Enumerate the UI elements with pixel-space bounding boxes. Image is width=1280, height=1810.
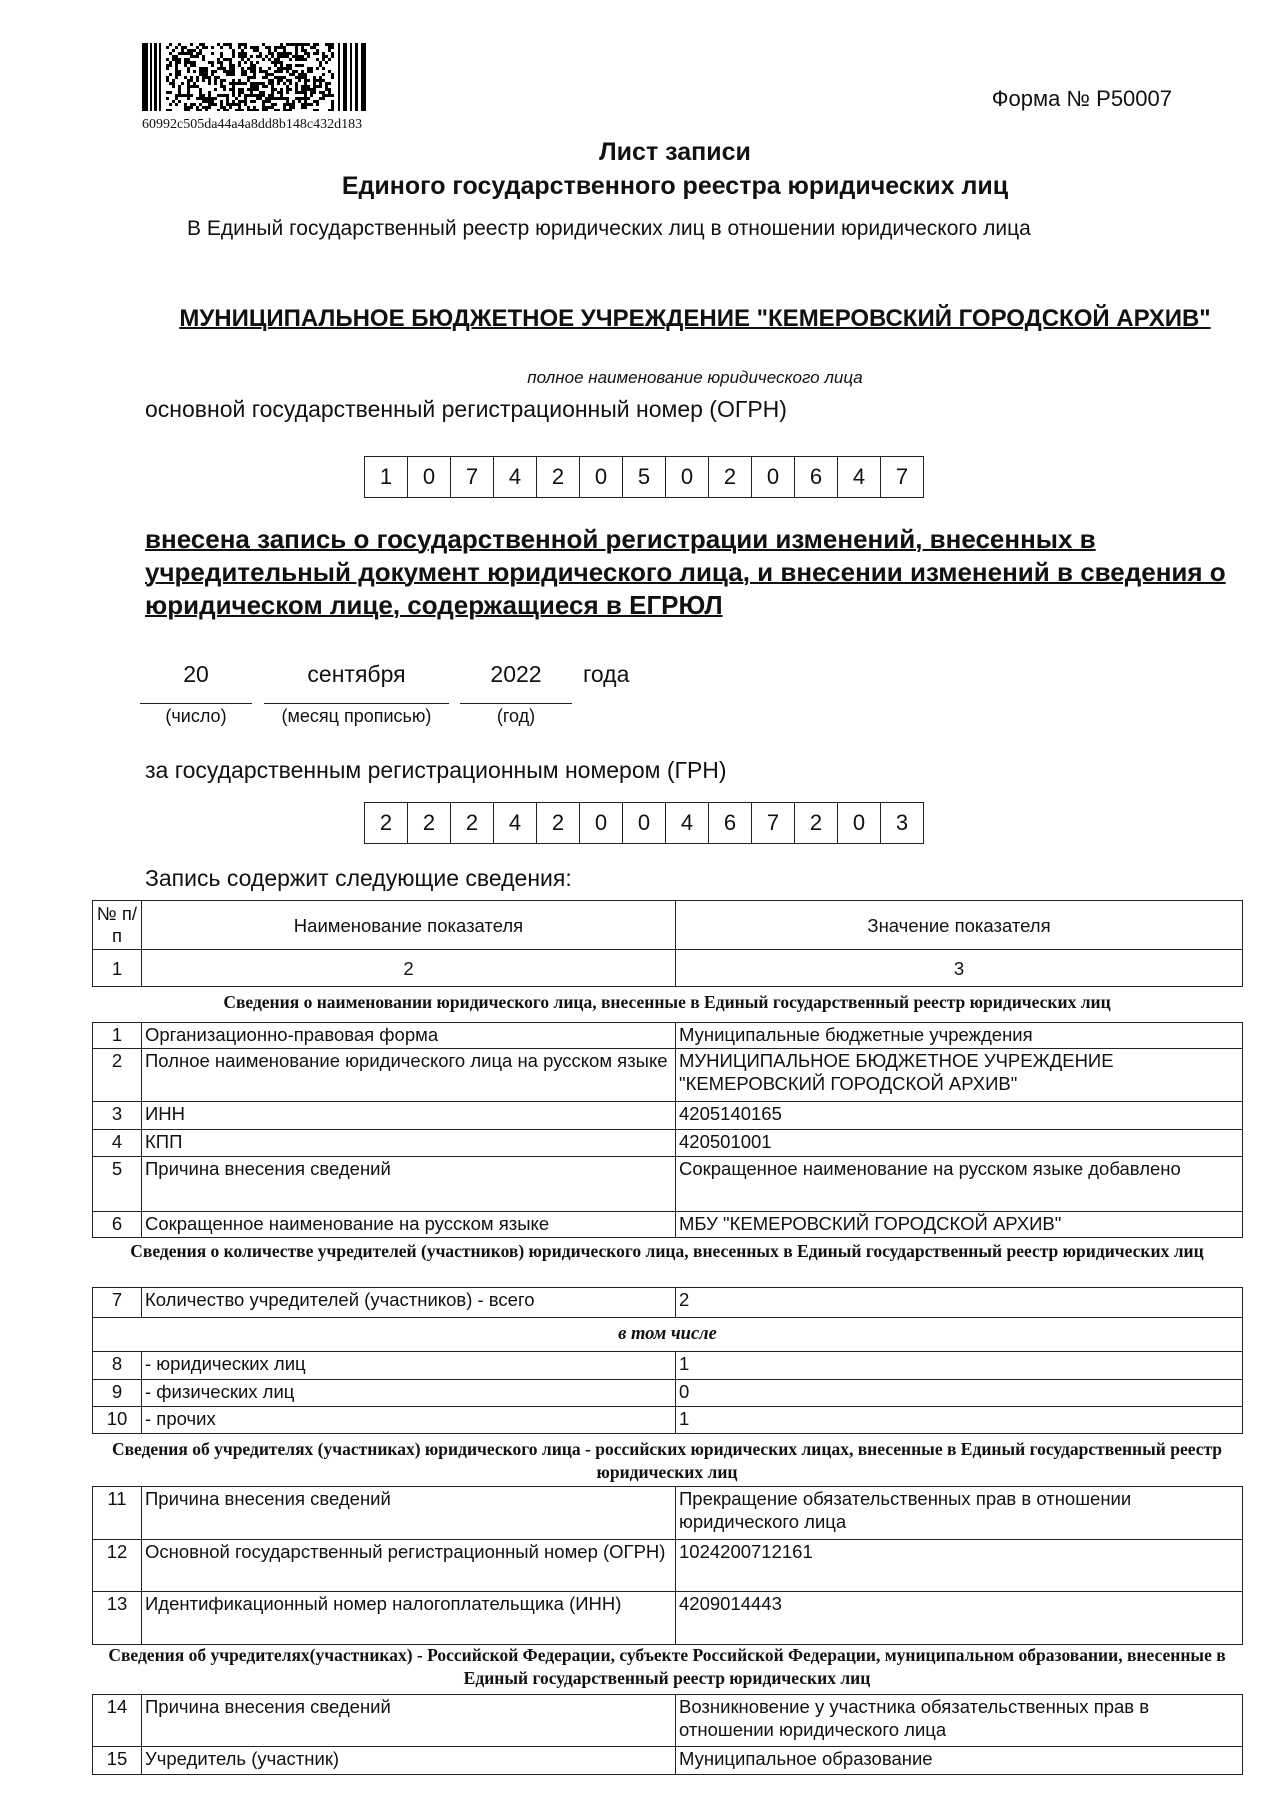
row-number: 7	[93, 1288, 142, 1318]
row-number: 5	[93, 1157, 142, 1212]
grn-digit: 2	[450, 803, 493, 843]
indicator-name: Идентификационный номер налогоплательщика (ИНН)	[142, 1592, 676, 1645]
row-number: 3	[93, 1102, 142, 1130]
indicator-value: Прекращение обязательственных прав в отношении юридического лица	[676, 1487, 1243, 1540]
indicator-value: МУНИЦИПАЛЬНОЕ БЮДЖЕТНОЕ УЧРЕЖДЕНИЕ "КЕМЕРОВСКИЙ ГОРОДСКОЙ АРХИВ"	[676, 1049, 1243, 1102]
indicator-name: - юридических лиц	[142, 1352, 676, 1380]
ogrn-digit: 0	[665, 457, 708, 497]
grn-digit: 2	[536, 803, 579, 843]
table-row	[93, 1747, 1243, 1775]
header-num-3: 3	[676, 950, 1243, 987]
header-name: Наименование показателя	[142, 901, 676, 950]
indicator-name: Полное наименование юридического лица на русском языке	[142, 1049, 676, 1102]
indicator-value: 1024200712161	[676, 1540, 1243, 1592]
table-row	[93, 1157, 1243, 1212]
indicator-value: Возникновение у участника обязательственных прав в отношении юридического лица	[676, 1695, 1243, 1747]
date-day: 20	[183, 661, 209, 687]
document-title: Лист записи	[599, 138, 751, 166]
table-row	[93, 1130, 1243, 1157]
table-row	[93, 1380, 1243, 1407]
ogrn-digit: 4	[837, 457, 880, 497]
month-underline	[264, 703, 449, 704]
header-num-2: 2	[142, 950, 676, 987]
table-header	[92, 900, 1243, 987]
month-caption: (месяц прописью)	[281, 706, 432, 726]
ogrn-digit: 4	[493, 457, 536, 497]
grn-digit: 2	[794, 803, 837, 843]
table-row	[93, 1288, 1243, 1318]
ogrn-digit: 0	[751, 457, 794, 497]
row-number: 11	[93, 1487, 142, 1540]
indicator-name: - физических лиц	[142, 1380, 676, 1407]
year-caption: (год)	[496, 706, 536, 726]
indicator-value: 4209014443	[676, 1592, 1243, 1645]
row-number: 4	[93, 1130, 142, 1157]
table-row	[93, 1540, 1243, 1592]
ogrn-digit: 1	[379, 464, 393, 489]
indicator-name: КПП	[142, 1130, 676, 1157]
grn-digit: 2	[379, 810, 393, 835]
row-number: 10	[93, 1407, 142, 1434]
date-year: 2022	[490, 661, 542, 687]
indicator-value: 1	[676, 1407, 1243, 1434]
indicator-name: Количество учредителей (участников) - всего	[142, 1288, 676, 1318]
org-full-name: МУНИЦИПАЛЬНОЕ БЮДЖЕТНОЕ УЧРЕЖДЕНИЕ "КЕМЕРОВСКИЙ ГОРОДСКОЙ АРХИВ"	[179, 305, 1211, 332]
grn-digit: 2	[407, 803, 450, 843]
row-number: 13	[93, 1592, 142, 1645]
table-row	[93, 1212, 1243, 1238]
indicator-name: Организационно-правовая форма	[142, 1023, 676, 1049]
ogrn-digit: 6	[794, 457, 837, 497]
section-table	[92, 1022, 1243, 1238]
indicator-value: 4205140165	[676, 1102, 1243, 1130]
row-number: 6	[93, 1212, 142, 1238]
year-underline	[460, 703, 572, 704]
subheader-cell: в том числе	[93, 1318, 1243, 1352]
ogrn-digit: 0	[579, 457, 622, 497]
table-row	[93, 1407, 1243, 1434]
grn-digit: 0	[837, 803, 880, 843]
grn-digit: 7	[751, 803, 794, 843]
indicator-name: - прочих	[142, 1407, 676, 1434]
grn-digit: 6	[708, 803, 751, 843]
document-subtitle: Единого государственного реестра юридических лиц	[341, 172, 1009, 200]
indicator-name: ИНН	[142, 1102, 676, 1130]
table-row	[93, 1352, 1243, 1380]
row-number: 15	[93, 1747, 142, 1775]
grn-digit: 0	[622, 803, 665, 843]
indicator-value: 0	[676, 1380, 1243, 1407]
date-month: сентября	[307, 661, 406, 687]
grn-digit: 0	[579, 803, 622, 843]
registration-statement: внесена запись о государственной регистрации изменений, внесенных в учредительный документ юридического лица, и внесении изменений в сведения о юридическом лице, содержащиеся в ЕГРЮЛ	[145, 524, 1226, 620]
indicator-value: МБУ "КЕМЕРОВСКИЙ ГОРОДСКОЙ АРХИВ"	[676, 1212, 1243, 1238]
grn-digit: 4	[665, 803, 708, 843]
indicator-value: Муниципальные бюджетные учреждения	[676, 1023, 1243, 1049]
header-num-1: 1	[93, 950, 142, 987]
ogrn-digit: 7	[450, 457, 493, 497]
day-underline	[140, 703, 252, 704]
row-number: 14	[93, 1695, 142, 1747]
indicator-name: Причина внесения сведений	[142, 1157, 676, 1212]
ogrn-digit: 0	[407, 457, 450, 497]
barcode-hash: 60992c505da44a4a8dd8b148c432d183	[142, 117, 363, 132]
indicator-value: 2	[676, 1288, 1243, 1318]
table-row	[93, 1318, 1243, 1352]
table-row	[93, 1592, 1243, 1645]
header-value: Значение показателя	[676, 901, 1243, 950]
ogrn-digit: 7	[880, 457, 923, 497]
grn-digit: 3	[880, 803, 923, 843]
indicator-name: Сокращенное наименование на русском языке	[142, 1212, 676, 1238]
record-intro: Запись содержит следующие сведения:	[145, 865, 572, 891]
section-title: Сведения об учредителях(участниках) - Российской Федерации, субъекте Российской Федерации, муниципальном образовании, внесенные в Единый государственный реестр юридических лиц	[108, 1645, 1226, 1688]
indicator-value: Муниципальное образование	[676, 1747, 1243, 1775]
table-row	[93, 1102, 1243, 1130]
ogrn-boxes	[364, 456, 924, 498]
section-table	[92, 1486, 1243, 1645]
date-suffix: года	[583, 661, 630, 687]
grn-digit: 4	[493, 803, 536, 843]
indicator-value: Сокращенное наименование на русском языке добавлено	[676, 1157, 1243, 1212]
intro-text: В Единый государственный реестр юридических лиц в отношении юридического лица	[187, 217, 1031, 240]
indicator-name: Причина внесения сведений	[142, 1487, 676, 1540]
indicator-name: Основной государственный регистрационный номер (ОГРН)	[142, 1540, 676, 1592]
section-table	[92, 1694, 1243, 1775]
ogrn-digit: 5	[622, 457, 665, 497]
form-number: Форма № Р50007	[991, 86, 1172, 111]
indicator-name: Учредитель (участник)	[142, 1747, 676, 1775]
ogrn-digit: 2	[708, 457, 751, 497]
header-number: № п/п	[93, 901, 142, 950]
ogrn-digit: 2	[536, 457, 579, 497]
barcode-image	[142, 43, 367, 111]
section-title: Сведения о наименовании юридического лица, внесенные в Единый государственный реестр юридических лиц	[223, 992, 1111, 1012]
section-table	[92, 1287, 1243, 1434]
table-row	[93, 1023, 1243, 1049]
row-number: 1	[93, 1023, 142, 1049]
grn-boxes	[364, 802, 924, 844]
grn-label: за государственным регистрационным номером (ГРН)	[145, 757, 727, 783]
indicator-value: 1	[676, 1352, 1243, 1380]
indicator-name: Причина внесения сведений	[142, 1695, 676, 1747]
row-number: 8	[93, 1352, 142, 1380]
section-title: Сведения об учредителях (участниках) юридического лица - российских юридических лицах, внесенные в Единый государственный реестр юридических лиц	[111, 1439, 1223, 1482]
table-row	[93, 1049, 1243, 1102]
day-caption: (число)	[165, 706, 227, 726]
org-name-caption: полное наименование юридического лица	[527, 368, 863, 387]
section-title: Сведения о количестве учредителей (участников) юридического лица, внесенных в Единый государственный реестр юридических лиц	[130, 1241, 1204, 1261]
table-row	[93, 1695, 1243, 1747]
ogrn-label: основной государственный регистрационный номер (ОГРН)	[145, 396, 787, 422]
row-number: 9	[93, 1380, 142, 1407]
table-row	[93, 1487, 1243, 1540]
row-number: 12	[93, 1540, 142, 1592]
indicator-value: 420501001	[676, 1130, 1243, 1157]
row-number: 2	[93, 1049, 142, 1102]
